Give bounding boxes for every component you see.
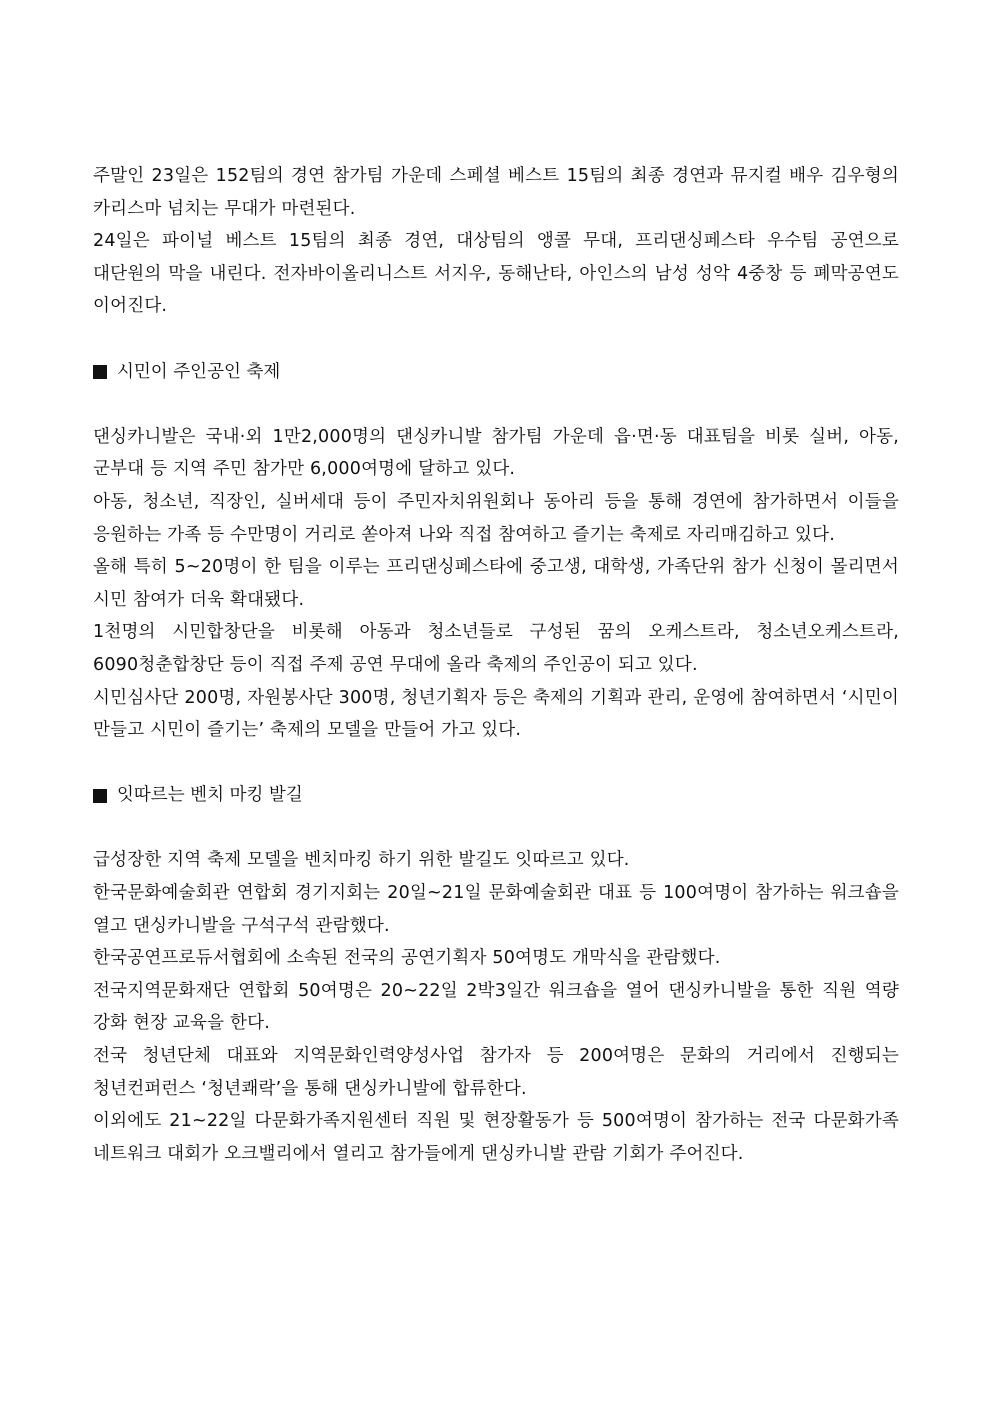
paragraph: 아동, 청소년, 직장인, 실버세대 등이 주민자치위원회나 동아리 등을 통해 경연에 참가하면서 이들을 응원하는 가족 등 수만명이 거리로 쏟아져 나와 직접 참여하고 즐기는 축제로 자리매김하고 있다. — [93, 491, 899, 545]
spacer — [93, 388, 899, 421]
paragraph: 이외에도 21~22일 다문화가족지원센터 직원 및 현장활동가 등 500여명이 참가하는 전국 다문화가족 네트워크 대회가 오크밸리에서 열리고 참가들에게 댄싱카니발 관람 기회가 주어진다. — [93, 1111, 899, 1164]
paragraph: 전국지역문화재단 연합회 50여명은 20~22일 2박3일간 워크숍을 열어 댄싱카니발을 통한 직원 역량 강화 현장 교육을 한다. — [93, 980, 899, 1034]
spacer — [93, 323, 899, 356]
paragraph: 댄싱카니발은 국내·외 1만2,000명의 댄싱카니발 참가팀 가운데 읍·면·동 대표팀을 비롯 실버, 아동, 군부대 등 지역 주민 참가만 6,000여명에 달하고 있다. — [93, 426, 899, 480]
spacer — [93, 812, 899, 845]
section-heading-text: 잇따르는 벤치 마킹 발길 — [117, 785, 303, 806]
paragraph: 1천명의 시민합창단을 비롯해 아동과 청소년들로 구성된 꿈의 오케스트라, 청소년오케스트라, 6090청춘합창단 등이 직접 주제 공연 무대에 올라 축제의 주인공이 되고 있다. — [93, 622, 899, 675]
section-heading — [93, 356, 899, 389]
document-page — [93, 160, 899, 1170]
paragraph: 한국공연프로듀서협회에 소속된 전국의 공연기획자 50여명도 개막식을 관람했다. — [93, 948, 721, 969]
paragraph: 주말인 23일은 152팀의 경연 참가팀 가운데 스페셜 베스트 15팀의 최종 경연과 뮤지컬 배우 김우형의 카리스마 넘치는 무대가 마련된다. — [93, 166, 899, 219]
paragraph: 24일은 파이널 베스트 15팀의 최종 경연, 대상팀의 앵콜 무대, 프리댄싱페스타 우수팀 공연으로 대단원의 막을 내린다. 전자바이올리니스트 서지우, 동해난타, 아인스의 남성 성악 4중창 등 폐막공연도 이어진다. — [93, 231, 899, 317]
paragraph: 한국문화예술회관 연합회 경기지회는 20일~21일 문화예술회관 대표 등 100여명이 참가하는 워크숍을 열고 댄싱카니발을 구석구석 관람했다. — [93, 883, 899, 936]
paragraph: 시민심사단 200명, 자원봉사단 300명, 청년기획자 등은 축제의 기획과 관리, 운영에 참여하면서 ‘시민이 만들고 시민이 즐기는’ 축제의 모델을 만들어 가고 있다. — [93, 687, 899, 741]
square-bullet-icon — [93, 365, 107, 379]
paragraph: 급성장한 지역 축제 모델을 벤치마킹 하기 위한 발길도 잇따르고 있다. — [93, 850, 630, 871]
section-heading — [93, 779, 899, 812]
paragraph: 전국 청년단체 대표와 지역문화인력양성사업 참가자 등 200여명은 문화의 거리에서 진행되는 청년컨퍼런스 ‘청년쾌락’을 통해 댄싱카니발에 합류한다. — [93, 1046, 899, 1099]
paragraph: 올해 특히 5~20명이 한 팀을 이루는 프리댄싱페스타에 중고생, 대학생, 가족단위 참가 신청이 몰리면서 시민 참여가 더욱 확대됐다. — [93, 557, 899, 610]
spacer — [93, 747, 899, 780]
square-bullet-icon — [93, 789, 107, 803]
section-heading-text: 시민이 주인공인 축제 — [117, 361, 281, 382]
